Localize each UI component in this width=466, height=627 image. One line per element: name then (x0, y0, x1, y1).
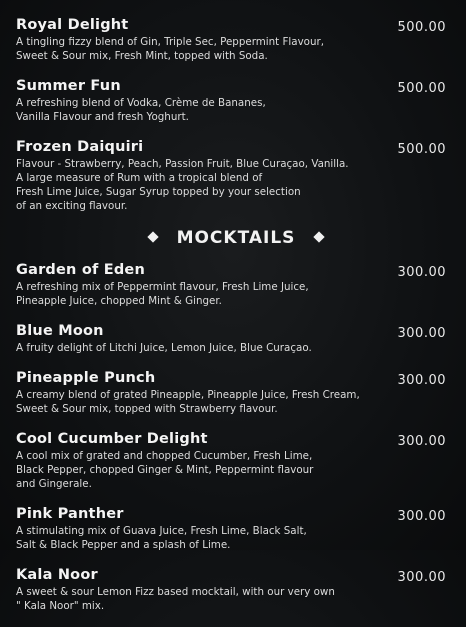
menu-item-cool-cucumber-delight (16, 430, 456, 491)
menu-item-blue-moon (16, 322, 456, 355)
menu-item-garden-of-eden (16, 261, 456, 308)
item-price: 300.00 (397, 326, 446, 341)
menu-item-kala-noor (16, 566, 456, 613)
item-name: Garden of Eden (16, 262, 145, 278)
menu-item-pink-panther (16, 505, 456, 552)
item-price: 500.00 (397, 81, 446, 96)
menu-item-pineapple-punch (16, 369, 456, 416)
item-description: Flavour - Strawberry, Peach, Passion Fruit, Blue Curaçao, Vanilla. A large measure of Rum with a tropical blend of Fresh Lime Juice, Sugar Syrup topped by your selection of an exciting flavour. (16, 158, 349, 212)
item-price: 300.00 (397, 509, 446, 524)
item-name: Summer Fun (16, 78, 121, 94)
item-price: 500.00 (397, 142, 446, 157)
section-title: MOCKTAILS (176, 228, 296, 248)
item-price: 300.00 (397, 434, 446, 449)
item-price: 300.00 (397, 570, 446, 585)
item-price: 300.00 (397, 265, 446, 280)
item-name: Pineapple Punch (16, 370, 156, 386)
item-description: A creamy blend of grated Pineapple, Pineapple Juice, Fresh Cream, Sweet & Sour mix, topped with Strawberry flavour. (16, 389, 360, 415)
item-name: Cool Cucumber Delight (16, 431, 208, 447)
item-description: A tingling fizzy blend of Gin, Triple Sec, Peppermint Flavour, Sweet & Sour mix, Fresh Mint, topped with Soda. (16, 36, 325, 62)
menu-item-summer-fun (16, 77, 456, 124)
item-description: A fruity delight of Litchi Juice, Lemon Juice, Blue Curaçao. (16, 342, 312, 354)
item-name: Royal Delight (16, 17, 129, 33)
item-name: Pink Panther (16, 506, 124, 522)
menu-item-frozen-daiquiri (16, 138, 456, 213)
item-name: Kala Noor (16, 567, 98, 583)
item-name: Frozen Daiquiri (16, 139, 144, 155)
item-price: 500.00 (397, 20, 446, 35)
diamond-left-icon (147, 231, 158, 242)
item-description: A cool mix of grated and chopped Cucumber, Fresh Lime, Black Pepper, chopped Ginger & Mint, Peppermint flavour and Gingerale. (16, 450, 314, 490)
menu-item-royal-delight (16, 16, 456, 63)
item-description: A refreshing blend of Vodka, Crème de Bananes, Vanilla Flavour and fresh Yoghurt. (16, 97, 266, 123)
item-name: Blue Moon (16, 323, 104, 339)
item-price: 300.00 (397, 373, 446, 388)
item-description: A sweet & sour Lemon Fizz based mocktail, with our very own " Kala Noor" mix. (16, 586, 335, 612)
item-description: A stimulating mix of Guava Juice, Fresh Lime, Black Salt, Salt & Black Pepper and a splash of Lime. (16, 525, 307, 551)
section-heading-mocktails (16, 227, 456, 249)
item-description: A refreshing mix of Peppermint flavour, Fresh Lime Juice, Pineapple Juice, chopped Mint & Ginger. (16, 281, 309, 307)
diamond-right-icon (314, 231, 325, 242)
menu-page (16, 16, 456, 627)
